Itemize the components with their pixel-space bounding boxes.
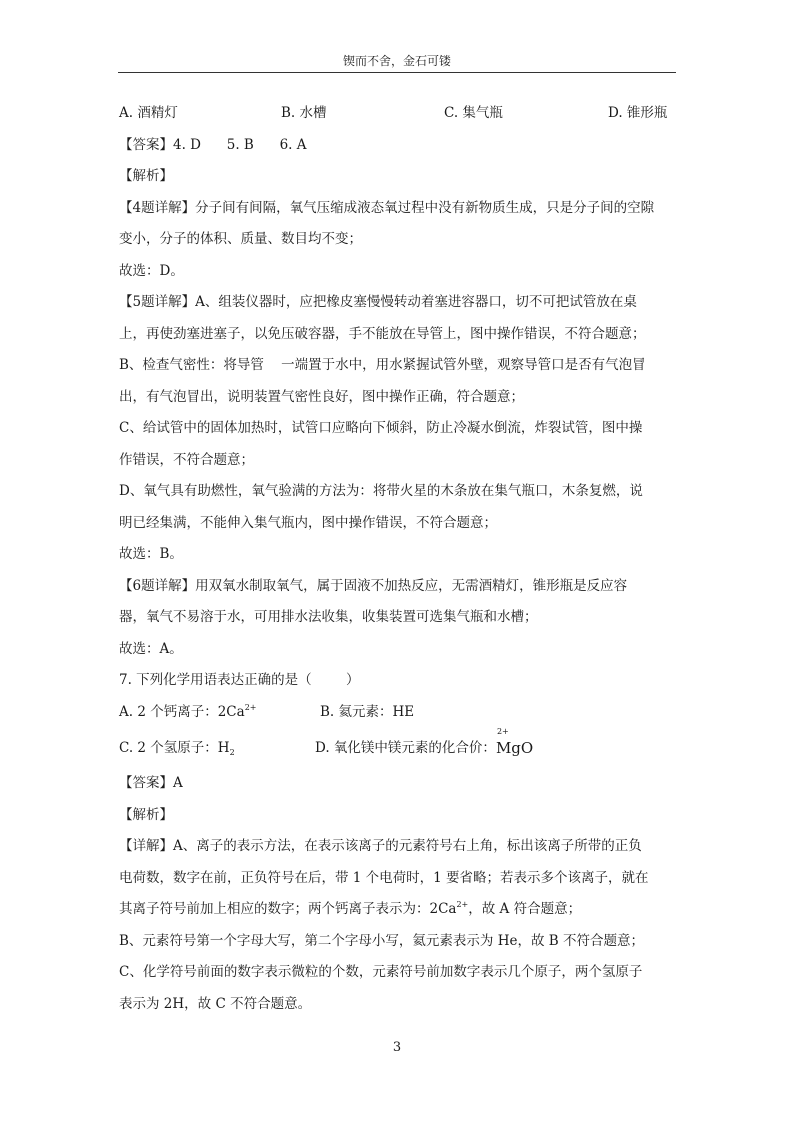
header-divider	[118, 72, 676, 73]
q6-choice-line: 故选：A。	[119, 640, 183, 657]
option-d: D. 锥形瓶	[608, 105, 668, 121]
q5-detail-line: B、检查气密性：将导管 一端置于水中，用水紧握试管外壁，观察导管口是否有气泡冒	[119, 357, 646, 373]
q5-detail-line: C、给试管中的固体加热时，试管口应略向下倾斜，防止冷凝水倒流，炸裂试管，图中操	[119, 420, 643, 436]
q4-detail-line: 变小，分子的体积、质量、数目均不变；	[119, 231, 362, 247]
q4-choice-line: 故选：D。	[119, 262, 184, 279]
q5-detail-line: 【5题详解】A、组装仪器时，应把橡皮塞慢慢转动着塞进容器口，切不可把试管放在桌	[119, 294, 637, 310]
q5-detail-line: 出，有气泡冒出，说明装置气密性良好，图中操作正确，符合题意；	[119, 388, 524, 405]
answer-line: 【答案】4. D 5. B 6. A	[119, 136, 307, 153]
q7-stem: 7. 下列化学用语表达正确的是（ ）	[119, 672, 360, 688]
option-b: B. 水槽	[281, 105, 327, 121]
document-body	[119, 98, 679, 1020]
page-header: 锲而不舍，金石可镂	[342, 54, 451, 68]
q7-analysis-label: 【解析】	[119, 806, 173, 823]
q5-detail-line: 上，再使劲塞进塞子，以免压破容器，手不能放在导管上，图中操作错误，不符合题意；	[119, 325, 646, 342]
q7-answer: 【答案】A	[119, 775, 183, 791]
q7-option-b: B. 氦元素：HE	[320, 703, 415, 720]
q7-options-row-1	[119, 697, 679, 729]
q5-detail-line: 明已经集满，不能伸入集气瓶内，图中操作错误，不符合题意；	[119, 514, 497, 531]
q7-detail-line: 其离子符号前加上相应的数字；两个钙离子表示为：$2Ca^{2+}$，故 A 符合题意；	[119, 900, 582, 917]
q7-detail-line: 电荷数，数字在前，正负符号在后，带 1 个电荷时，1 要省略；若表示多个该离子，就在	[119, 869, 649, 886]
q7-option-c: C. 2 个氢原子：$H_2$	[119, 740, 235, 757]
q5-choice-line: 故选：B。	[119, 546, 183, 562]
option-c: C. 集气瓶	[444, 105, 503, 121]
q7-detail-line: C、化学符号前面的数字表示微粒的个数，元素符号前加数字表示几个原子，两个氢原子	[119, 964, 643, 980]
q4-detail-line: 【4题详解】分子间有间隔，氧气压缩成液态氧过程中没有新物质生成，只是分子间的空隙	[119, 199, 655, 216]
page-number: 3	[392, 1040, 402, 1055]
q7-options-row-2	[119, 728, 679, 768]
q7-detail-line: 表示为 2H，故 C 不符合题意。	[119, 995, 312, 1012]
q456-options-row	[119, 98, 679, 130]
q7-option-a: A. 2 个钙离子：$2Ca^{2+}$	[119, 702, 257, 720]
q5-detail-line: 作错误，不符合题意；	[119, 451, 254, 468]
q7-option-d: D. 氧化镁中镁元素的化合价： 2+ MgO	[315, 727, 534, 757]
analysis-label: 【解析】	[119, 168, 173, 184]
q5-detail-line: D、氧气具有助燃性，氧气验满的方法为：将带火星的木条放在集气瓶口，木条复燃，说	[119, 483, 643, 499]
q6-detail-line: 器，氧气不易溶于水，可用排水法收集，收集装置可选集气瓶和水槽；	[119, 609, 538, 625]
q7-detail-line: B、元素符号第一个字母大写，第二个字母小写，氦元素表示为 He，故 B 不符合题意；	[119, 932, 644, 949]
option-a: A. 酒精灯	[119, 105, 178, 121]
q6-detail-line: 【6题详解】用双氧水制取氧气，属于固液不加热反应，无需酒精灯，锥形瓶是反应容	[119, 577, 628, 594]
q7-detail-line: 【详解】A、离子的表示方法，在表示该离子的元素符号右上角，标出该离子所带的正负	[119, 838, 642, 854]
